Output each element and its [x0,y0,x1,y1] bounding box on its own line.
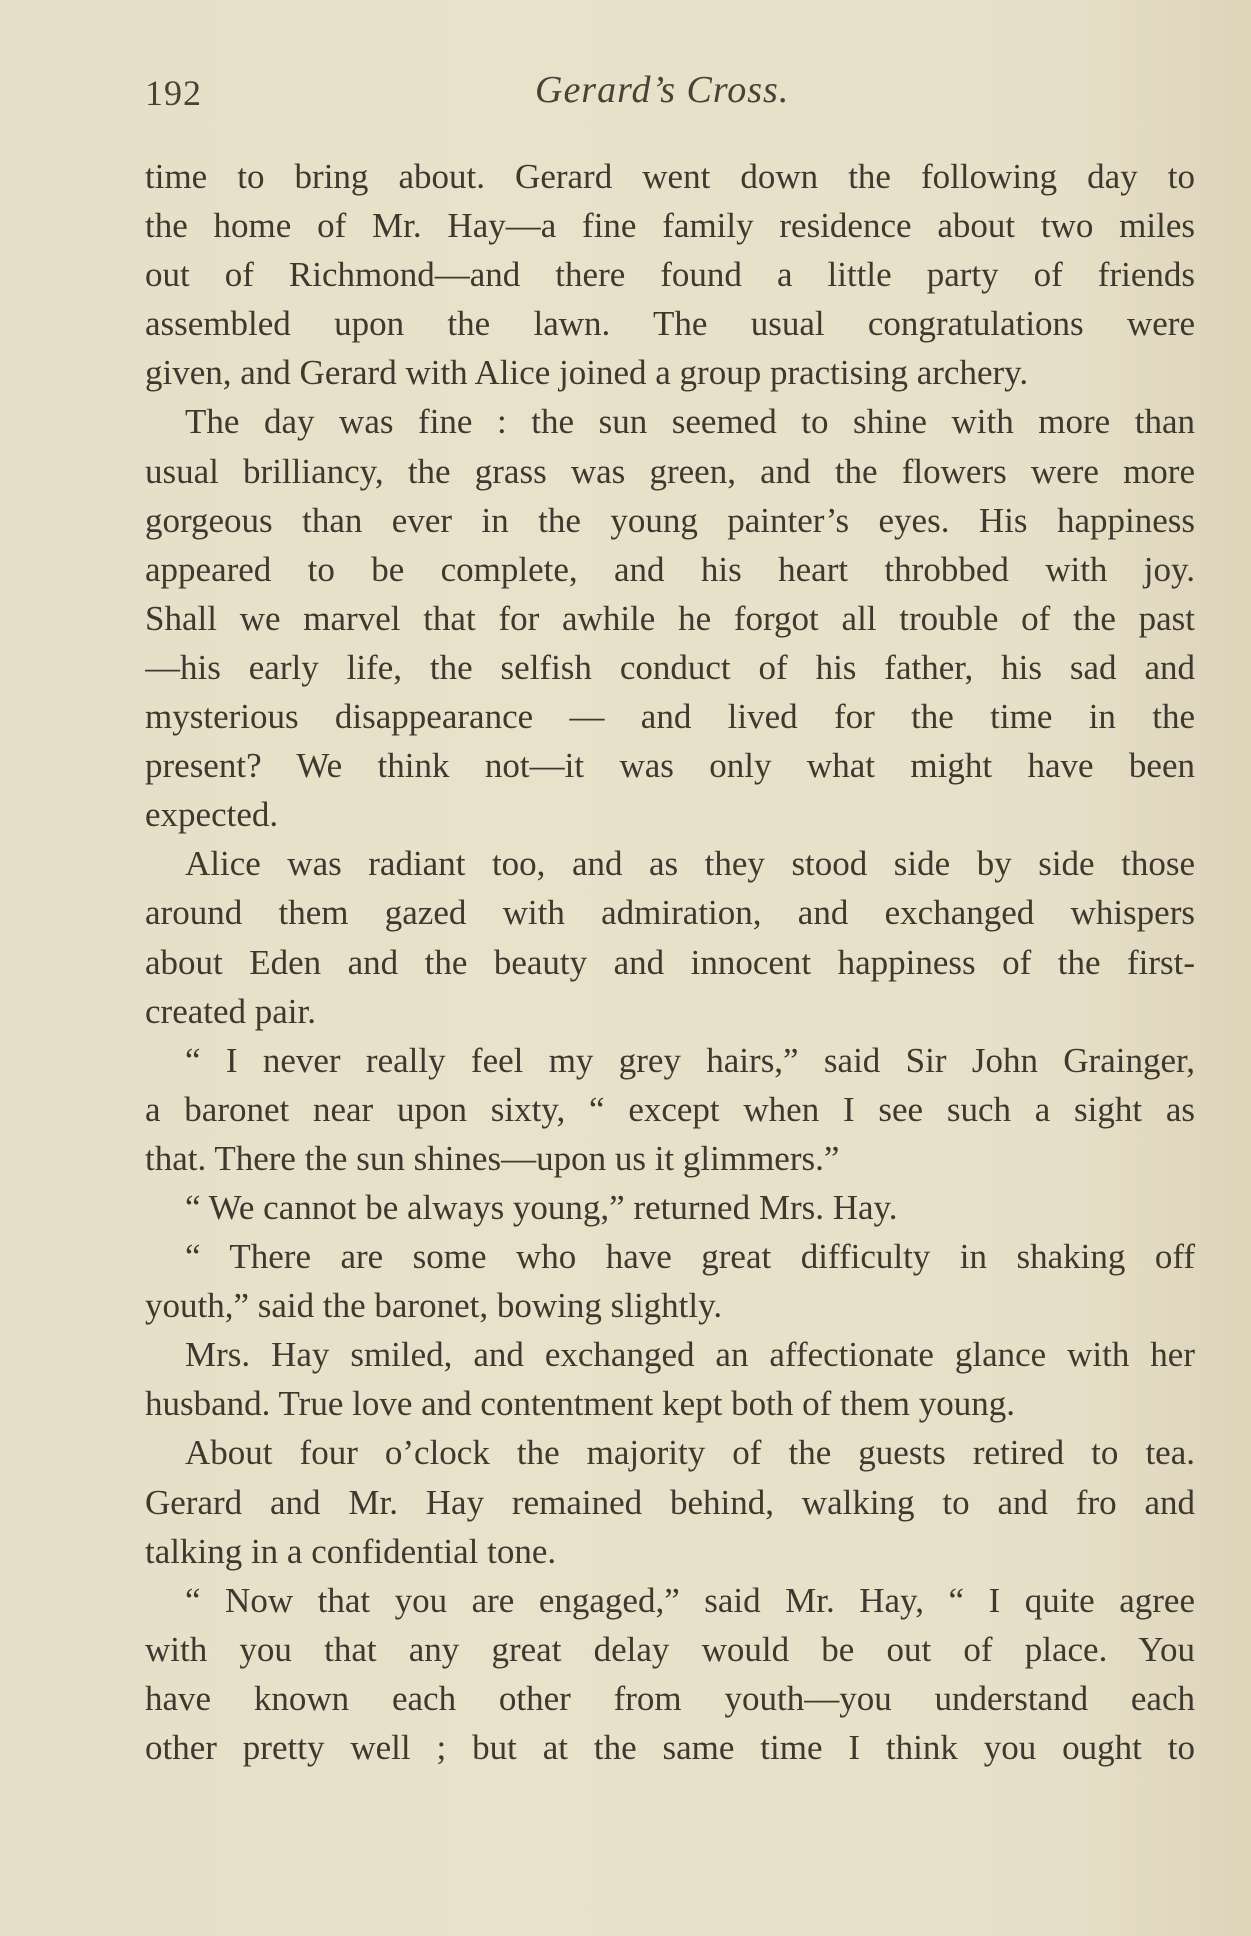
page-number: 192 [145,73,202,113]
text-line: with you that any great delay would be out of place. You [145,1629,1195,1669]
text-line: expected. [145,795,279,835]
text-line: the home of Mr. Hay—a fine family residence about two miles [145,206,1195,246]
text-line: husband. True love and contentment kept both of them young. [145,1384,1016,1424]
text-line: Gerard and Mr. Hay remained behind, walking to and fro and [145,1482,1195,1522]
text-line: given, and Gerard with Alice joined a group practising archery. [145,353,1029,393]
text-line: Shall we marvel that for awhile he forgot all trouble of the past [145,598,1195,638]
text-line: about Eden and the beauty and innocent happiness of the first- [145,942,1195,982]
text-line: “ There are some who have great difficulty in shaking off [185,1237,1195,1277]
running-title: Gerard’s Cross. [535,69,790,111]
text-line: created pair. [145,991,317,1031]
text-line: present? We think not—it was only what might have been [145,746,1195,786]
text-line: time to bring about. Gerard went down the following day to [145,157,1195,196]
text-line: have known each other from youth—you understand each [145,1678,1195,1718]
text-line: that. There the sun shines—upon us it glimmers.” [145,1138,840,1178]
text-line: “ We cannot be always young,” returned Mrs. Hay. [185,1187,898,1227]
text-line: out of Richmond—and there found a little party of friends [145,255,1195,295]
text-line: Alice was radiant too, and as they stood side by side those [185,844,1195,884]
text-line: talking in a confidential tone. [145,1531,557,1571]
text-line: —his early life, the selfish conduct of his father, his sad and [145,647,1195,687]
text-line: assembled upon the lawn. The usual congratulations were [145,304,1195,344]
text-line: youth,” said the baronet, bowing slightly. [145,1286,723,1326]
body-text [145,152,1195,1772]
text-line: About four o’clock the majority of the guests retired to tea. [185,1433,1195,1473]
text-line: around them gazed with admiration, and exchanged whispers [145,893,1195,933]
text-line: “ I never really feel my grey hairs,” said Sir John Grainger, [185,1040,1195,1080]
text-line: other pretty well ; but at the same time I think you ought to [145,1728,1195,1767]
text-line: a baronet near upon sixty, “ except when I see such a sight as [145,1089,1195,1129]
text-line: “ Now that you are engaged,” said Mr. Hay, “ I quite agree [185,1580,1195,1620]
page-header [145,60,1195,120]
text-line: appeared to be complete, and his heart throbbed with joy. [145,549,1195,589]
text-line: The day was fine : the sun seemed to shine with more than [185,402,1195,442]
text-line: Mrs. Hay smiled, and exchanged an affectionate glance with her [185,1335,1195,1375]
text-line: mysterious disappearance — and lived for the time in the [145,697,1195,737]
text-line: gorgeous than ever in the young painter’s eyes. His happiness [145,500,1195,540]
text-line: usual brilliancy, the grass was green, and the flowers were more [145,451,1195,491]
